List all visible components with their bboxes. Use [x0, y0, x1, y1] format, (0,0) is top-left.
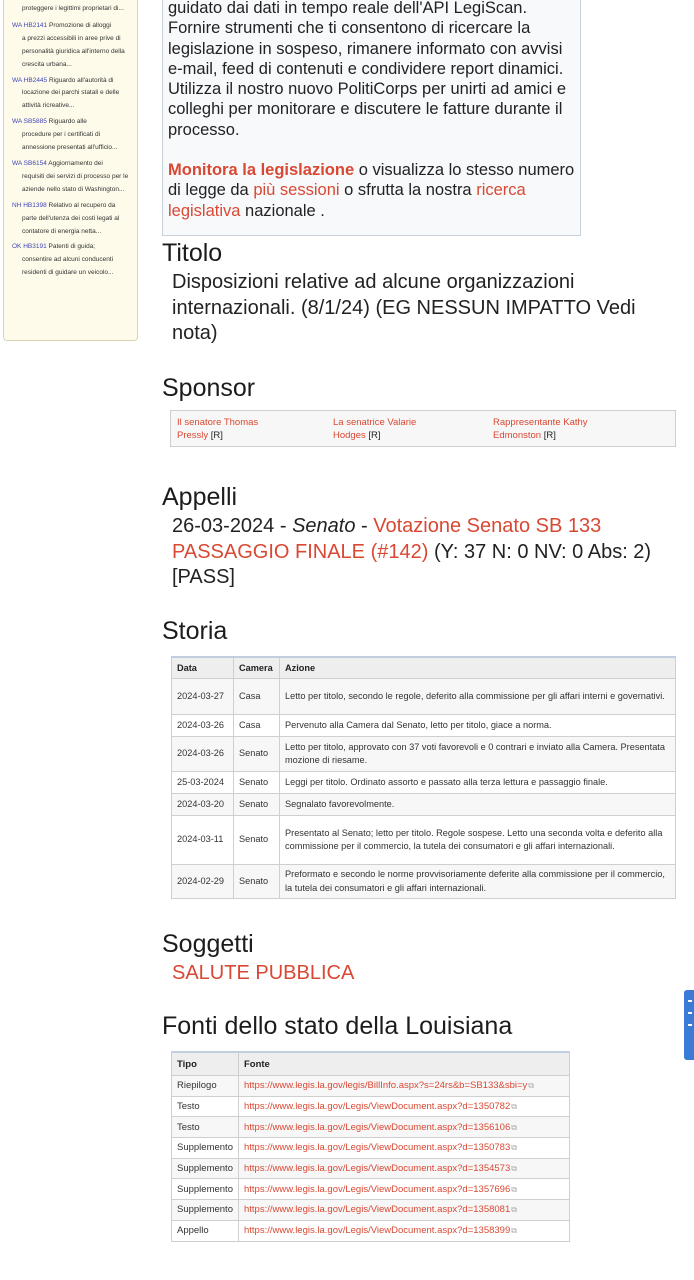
history-date: 2024-03-26: [172, 715, 234, 737]
column-header: Fonte: [238, 1052, 569, 1076]
history-date: 2024-03-11: [172, 816, 234, 865]
legislative-search-link[interactable]: ricerca legislativa: [168, 181, 526, 220]
column-header: Tipo: [172, 1052, 239, 1076]
source-type: Riepilogo: [172, 1076, 239, 1097]
history-date: 2024-03-26: [172, 737, 234, 772]
intro-links-paragraph: [168, 160, 580, 221]
history-chamber: Senato: [234, 737, 280, 772]
source-type: Testo: [172, 1117, 239, 1138]
sponsor-party: [R]: [210, 430, 223, 441]
vote-separator: -: [355, 515, 374, 537]
table-row: [172, 1076, 570, 1097]
history-action: Pervenuto alla Camera dal Senato, letto per titolo, giace a norma.: [280, 715, 676, 737]
table-row: [172, 1220, 570, 1241]
sidebar-bill-text: Riguardo all'autorità di: [48, 76, 114, 84]
source-cell: [238, 1220, 569, 1241]
sidebar-bill-id[interactable]: WA SB5885: [12, 118, 47, 126]
table-row: [172, 1200, 570, 1221]
table-row: [172, 772, 676, 794]
bill-title: Disposizioni relative ad alcune organizzazioni internazionali. (8/1/24) (EG NESSUN IMPATTO Vedi nota): [172, 271, 636, 344]
history-date: 2024-03-27: [172, 679, 234, 715]
sidebar-bill-text-rest: requisiti dei servizi di processo per le aziende nello stato di Washington...: [22, 172, 129, 193]
sponsor-party: [R]: [543, 430, 556, 441]
vote-link[interactable]: Votazione Senato SB 133 PASSAGGIO FINALE (#142): [172, 515, 602, 563]
history-date: 2024-03-20: [172, 794, 234, 816]
table-row: [172, 1096, 570, 1117]
source-link[interactable]: https://www.legis.la.gov/Legis/ViewDocument.aspx?d=1358399: [243, 1225, 511, 1237]
more-sessions-link[interactable]: più sessioni: [253, 181, 340, 200]
sponsor-name[interactable]: Edmonston: [493, 430, 542, 441]
external-link-icon: ⧉: [528, 1081, 535, 1091]
sidebar-bill-id[interactable]: WA HB2141: [12, 21, 48, 29]
intro-paragraph: guidato dai dati in tempo reale dell'API LegiScan. Fornire strumenti che ti consentono di ricercare la legislazione in sospeso, rimanere informato con avvisi e-mail, feed di contenuti e condividere report dinamici. Utilizza il nostro nuovo PolitiCorps per unirti ad amici e colleghi per monitorare e discutere le fatture durante il processo.: [168, 0, 566, 139]
source-type: Testo: [172, 1096, 239, 1117]
related-bills-sidebar: [3, 0, 138, 341]
sidebar-bill-id[interactable]: OK HB3191: [12, 243, 47, 251]
external-link-icon: ⧉: [511, 1102, 517, 1112]
votes-heading: Appelli: [162, 483, 238, 511]
table-row: [172, 865, 676, 899]
vote-date: 26-03-2024: [172, 515, 275, 537]
intro-text: o sfrutta la nostra: [339, 181, 477, 200]
history-date: 25-03-2024: [172, 772, 234, 794]
source-link[interactable]: https://www.legis.la.gov/Legis/ViewDocument.aspx?d=1357696: [243, 1183, 511, 1195]
source-cell: [238, 1138, 569, 1159]
sidebar-bill-text: Riguardo alle: [48, 118, 87, 126]
history-chamber: Senato: [234, 865, 280, 899]
sources-heading: Fonti dello stato della Louisiana: [162, 1012, 513, 1040]
sponsor-box: [170, 410, 676, 447]
history-date: 2024-02-29: [172, 865, 234, 899]
history-action: Segnalato favorevolmente.: [280, 794, 676, 816]
external-link-icon: ⧉: [511, 1164, 517, 1174]
sidebar-item[interactable]: [12, 158, 131, 197]
table-row: [172, 679, 676, 715]
external-link-icon: ⧉: [511, 1205, 517, 1215]
sidebar-bill-text-rest: parte dell'utenza dei costi legati al contatore di energia netta...: [22, 214, 120, 235]
source-type: Appello: [172, 1220, 239, 1241]
source-cell: [238, 1096, 569, 1117]
intro-text: o visualizza lo stesso numero di legge da: [168, 161, 575, 200]
intro-box: [162, 0, 581, 236]
history-action: Leggi per titolo. Ordinato assorto e passato alla terza lettura e passaggio finale.: [280, 772, 676, 794]
sidebar-item[interactable]: [12, 20, 131, 72]
sidebar-bill-id[interactable]: WA HB2445: [12, 76, 48, 84]
sidebar-item[interactable]: [12, 241, 131, 280]
title-heading: Titolo: [162, 239, 223, 267]
sidebar-item[interactable]: [12, 200, 131, 239]
history-table: [171, 656, 676, 899]
table-row: [172, 1179, 570, 1200]
sidebar-bill-id[interactable]: WA SB6154: [12, 159, 47, 167]
sidebar-bill-text: Patenti di guida;: [48, 243, 96, 251]
tab-line: [688, 1024, 692, 1026]
source-link[interactable]: https://www.legis.la.gov/legis/BillInfo.aspx?s=24rs&b=SB133&sbi=y: [243, 1080, 528, 1092]
table-row: [172, 816, 676, 865]
sponsor-name[interactable]: Rappresentante Kathy: [493, 417, 588, 428]
source-type: Supplemento: [172, 1179, 239, 1200]
table-row: [172, 737, 676, 772]
subject-link[interactable]: SALUTE PUBBLICA: [172, 962, 355, 984]
feedback-tab[interactable]: [684, 990, 694, 1060]
sidebar-bill-text: Relativo al recupero da: [48, 201, 116, 209]
source-type: Supplemento: [172, 1138, 239, 1159]
tab-line: [688, 1012, 692, 1014]
source-cell: [238, 1117, 569, 1138]
external-link-icon: ⧉: [511, 1184, 517, 1194]
tab-line: [688, 1000, 692, 1002]
sidebar-bill-text-rest: locazione dei parchi statali e delle attività ricreative...: [22, 89, 120, 110]
sponsor-name[interactable]: Il senatore Thomas: [177, 417, 259, 428]
column-header: Data: [172, 657, 234, 679]
sidebar-bill-text-rest: consentire ad alcuni conducenti residenti di guidare un veicolo...: [22, 256, 114, 277]
sidebar-item[interactable]: [12, 116, 131, 155]
history-heading: Storia: [162, 617, 228, 645]
history-action: Letto per titolo, approvato con 37 voti favorevoli e 0 contrari e inviato alla Camera. Presentata mozione di riesame.: [280, 737, 676, 772]
vote-tally: (Y: 37 N: 0 NV: 0 Abs: 2): [428, 540, 652, 563]
sidebar-item[interactable]: [12, 75, 131, 114]
table-header-row: [172, 657, 676, 679]
history-action: Letto per titolo, secondo le regole, deferito alla commissione per gli affari interni e governativi.: [280, 679, 676, 715]
sidebar-bill-text: Aggiornamento dei: [48, 159, 103, 167]
sidebar-item-partial[interactable]: proteggere i legittimi proprietari di...: [22, 5, 124, 12]
table-row: [172, 794, 676, 816]
history-action: Preformato e secondo le norme provvisoriamente deferite alla commissione per il commercio, la tutela dei consumatori e gli affari internazionali.: [280, 865, 676, 899]
source-cell: [238, 1076, 569, 1097]
sponsor-heading: Sponsor: [162, 374, 256, 402]
vote-separator: -: [274, 515, 293, 537]
source-cell: [238, 1200, 569, 1221]
table-header-row: [172, 1052, 570, 1076]
sidebar-bill-id[interactable]: NH HB1398: [12, 201, 47, 209]
history-chamber: Senato: [234, 772, 280, 794]
external-link-icon: ⧉: [511, 1143, 517, 1153]
monitor-legislation-link[interactable]: Monitora la legislazione: [168, 161, 355, 180]
external-link-icon: ⧉: [511, 1122, 517, 1132]
sidebar-bill-text-rest: a prezzi accessibili in aree prive di personalità giuridica all'interno della crescita urbana...: [22, 34, 125, 68]
history-chamber: Senato: [234, 794, 280, 816]
history-action: Presentato al Senato; letto per titolo. Regole sospese. Letto una seconda volta e deferito alla commissione per il commercio, la tutela dei consumatori e gli affari internazionali.: [280, 816, 676, 865]
history-chamber: Senato: [234, 816, 280, 865]
source-link[interactable]: https://www.legis.la.gov/Legis/ViewDocument.aspx?d=1350783: [243, 1142, 511, 1154]
source-link[interactable]: https://www.legis.la.gov/Legis/ViewDocument.aspx?d=1354573: [243, 1163, 511, 1175]
sidebar-bill-text-rest: procedure per i certificati di annessione presentati all'ufficio...: [22, 131, 118, 152]
column-header: Azione: [280, 657, 676, 679]
history-chamber: Casa: [234, 715, 280, 737]
sponsor-name[interactable]: Hodges: [333, 430, 366, 441]
table-row: [172, 1158, 570, 1179]
sponsor-entry[interactable]: [333, 416, 416, 442]
sponsor-entry[interactable]: [493, 416, 588, 442]
sponsor-party: [R]: [368, 430, 381, 441]
source-link[interactable]: https://www.legis.la.gov/Legis/ViewDocument.aspx?d=1350782: [243, 1101, 511, 1113]
vote-entry: [172, 514, 682, 591]
history-chamber: Casa: [234, 679, 280, 715]
sources-table: [171, 1051, 570, 1242]
column-header: Camera: [234, 657, 280, 679]
vote-chamber: Senato: [292, 515, 356, 537]
external-link-icon: ⧉: [511, 1226, 517, 1236]
source-type: Supplemento: [172, 1158, 239, 1179]
sponsor-entry[interactable]: [177, 416, 258, 442]
vote-result: [PASS]: [172, 566, 235, 588]
intro-text: nazionale .: [240, 201, 325, 220]
sponsor-name[interactable]: Pressly: [177, 430, 209, 441]
table-row: [172, 715, 676, 737]
source-cell: [238, 1158, 569, 1179]
table-row: [172, 1117, 570, 1138]
sidebar-bill-text: Promozione di alloggi: [48, 21, 112, 29]
subjects-heading: Soggetti: [162, 930, 254, 958]
source-link[interactable]: https://www.legis.la.gov/Legis/ViewDocument.aspx?d=1356106: [243, 1121, 511, 1133]
source-cell: [238, 1179, 569, 1200]
table-row: [172, 1138, 570, 1159]
source-type: Supplemento: [172, 1200, 239, 1221]
sponsor-name[interactable]: La senatrice Valarie: [333, 417, 417, 428]
source-link[interactable]: https://www.legis.la.gov/Legis/ViewDocument.aspx?d=1358081: [243, 1204, 511, 1216]
